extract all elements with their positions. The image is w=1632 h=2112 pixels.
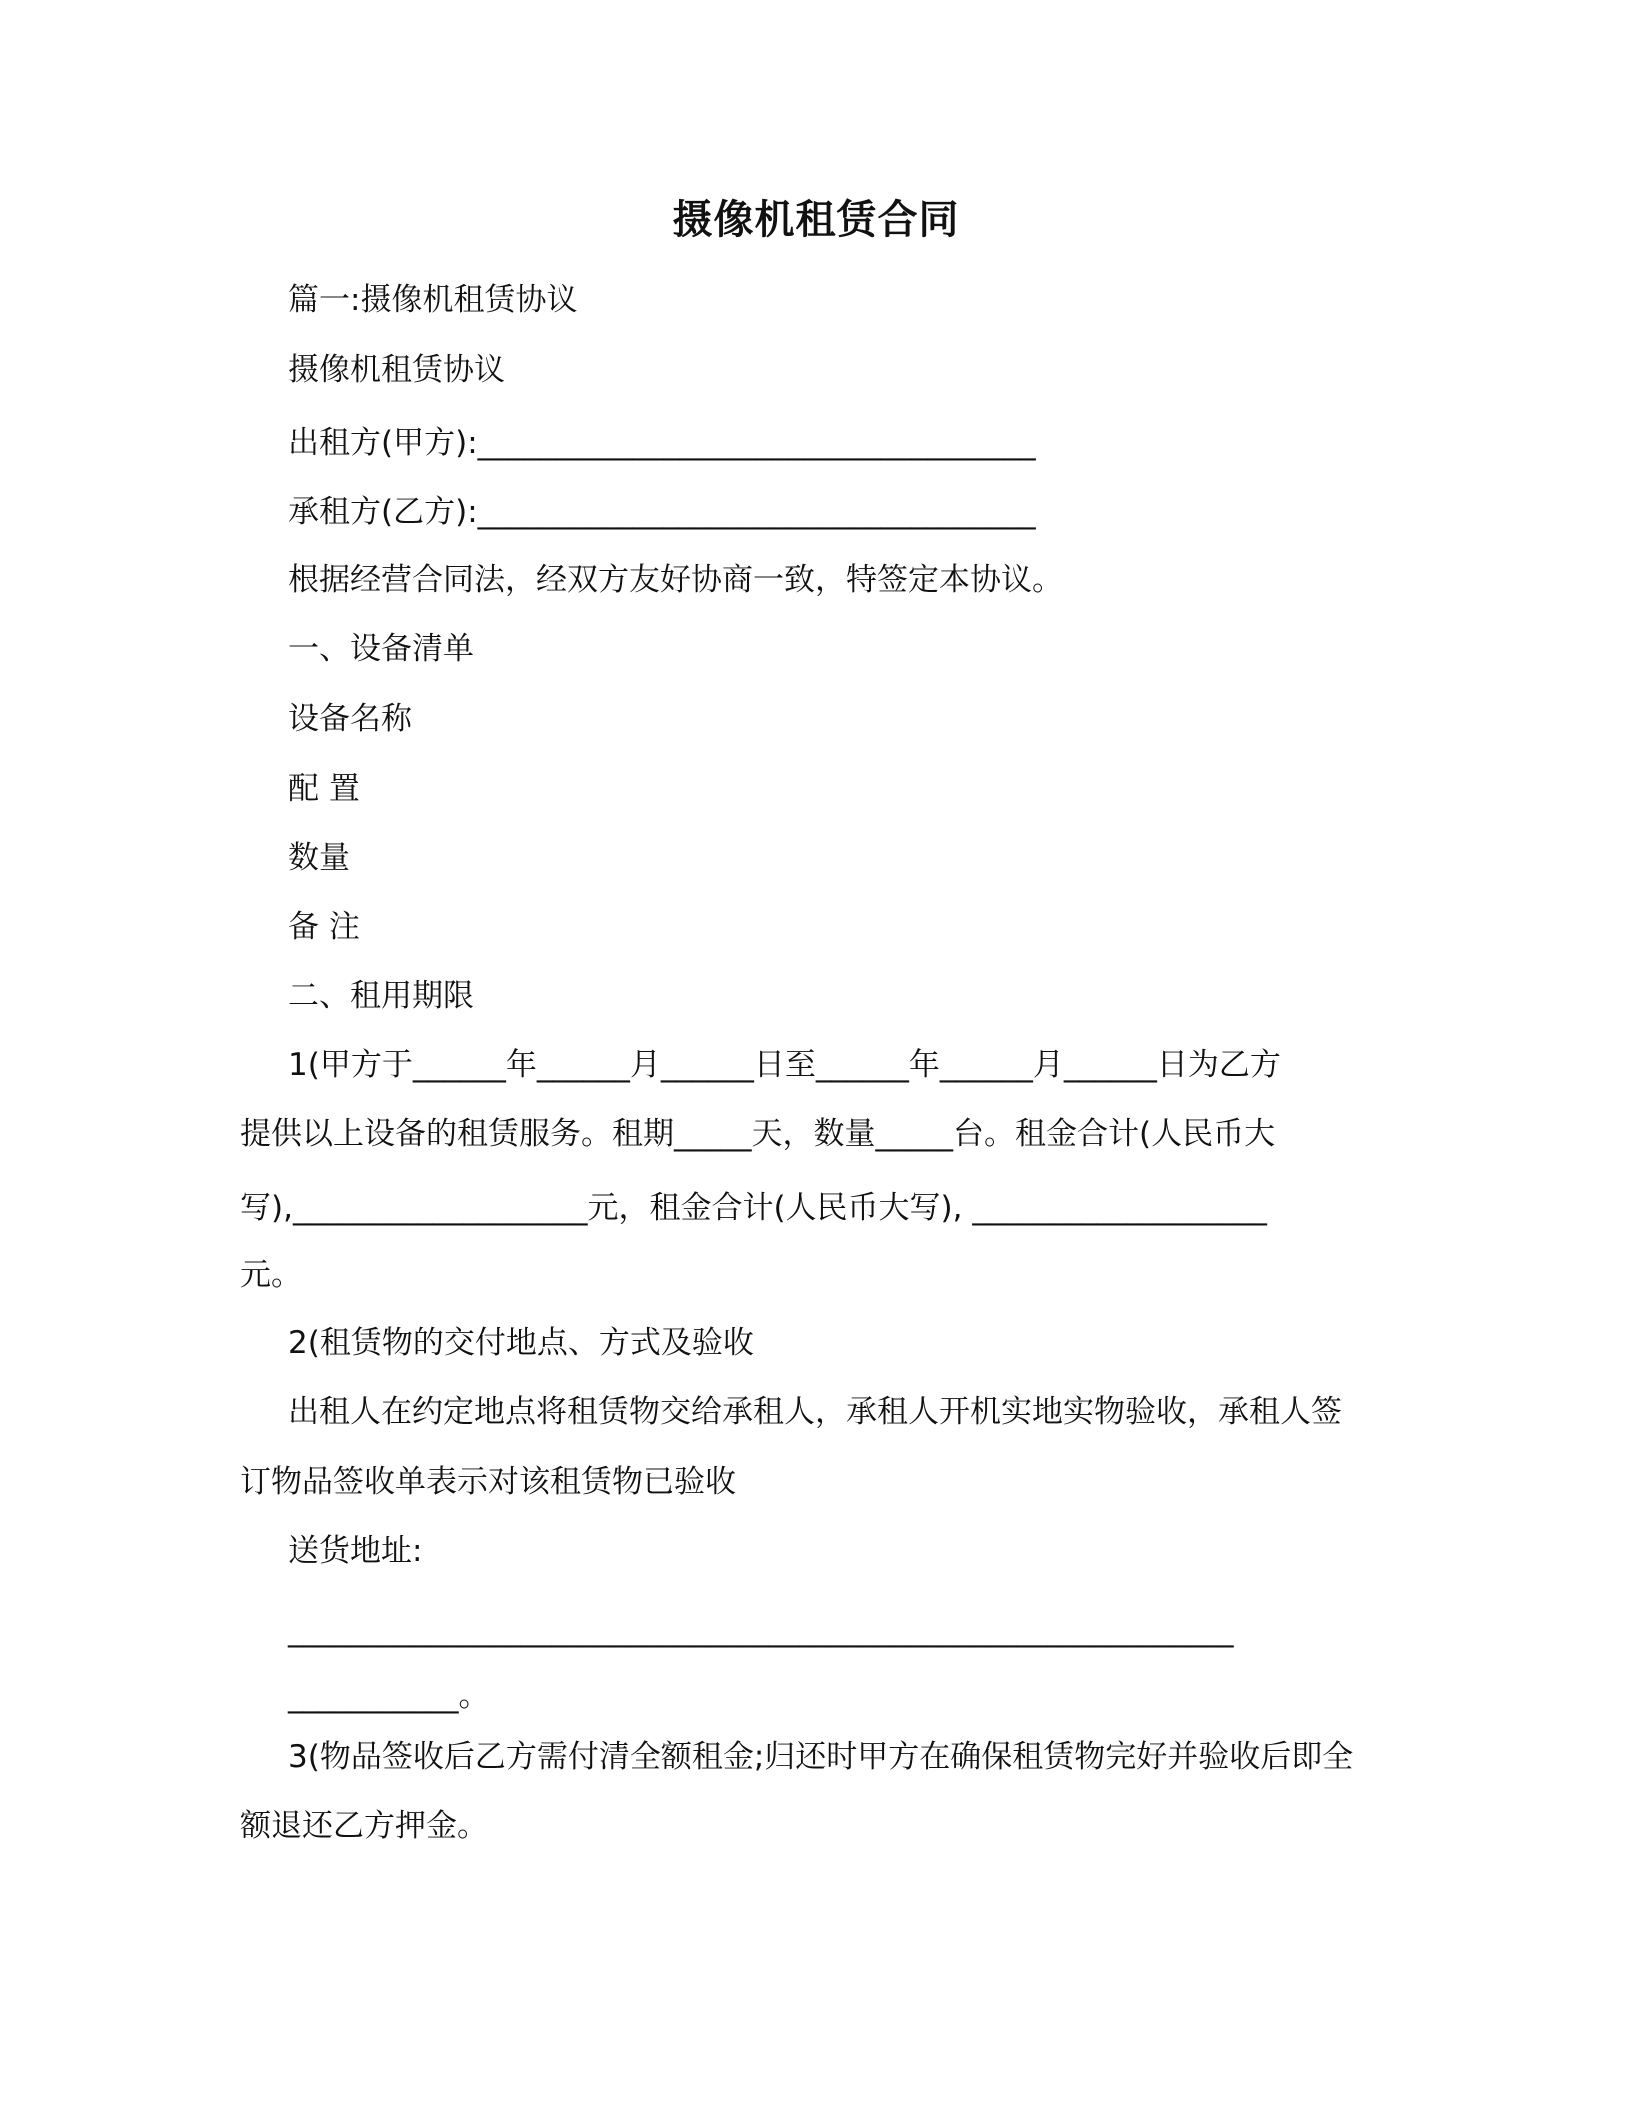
- paragraph-line: 写),___________________元，租金合计(人民币大写), ___________________: [240, 1190, 1267, 1226]
- list-item: 配 置: [288, 771, 360, 807]
- paragraph-line: 订物品签收单表示对该租赁物已验收: [240, 1464, 736, 1500]
- document-title: 摄像机租赁合同: [672, 197, 960, 243]
- paragraph-line: 元。: [240, 1257, 302, 1293]
- address-blank: ___________。: [288, 1678, 490, 1714]
- section-heading: 篇一:摄像机租赁协议: [288, 282, 578, 318]
- list-item: 设备名称: [288, 701, 412, 737]
- preamble: 根据经营合同法，经双方友好协商一致，特签定本协议。: [288, 562, 1063, 598]
- address-blank: _____________________________________________________________: [288, 1612, 1234, 1648]
- agreement-title: 摄像机租赁协议: [288, 352, 505, 388]
- paragraph-line: 1(甲方于______年______月______日至______年______月______日为乙方: [288, 1047, 1281, 1083]
- list-item: 数量: [288, 840, 350, 876]
- lessor-field: 出租方(甲方):____________________________________: [288, 425, 1036, 461]
- list-item: 备 注: [288, 909, 360, 945]
- paragraph-line: 出租人在约定地点将租赁物交给承租人，承租人开机实地实物验收，承租人签: [288, 1394, 1342, 1430]
- address-label: 送货地址:: [288, 1533, 423, 1569]
- paragraph-line: 3(物品签收后乙方需付清全额租金;归还时甲方在确保租赁物完好并验收后即全: [288, 1739, 1354, 1775]
- clause-heading: 一、设备清单: [288, 631, 474, 667]
- paragraph-line: 额退还乙方押金。: [240, 1808, 488, 1844]
- clause-heading: 2(租赁物的交付地点、方式及验收: [288, 1325, 754, 1361]
- clause-heading: 二、租用期限: [288, 978, 474, 1014]
- lessee-field: 承租方(乙方):____________________________________: [288, 494, 1036, 530]
- paragraph-line: 提供以上设备的租赁服务。租期_____天，数量_____台。租金合计(人民币大: [240, 1116, 1276, 1152]
